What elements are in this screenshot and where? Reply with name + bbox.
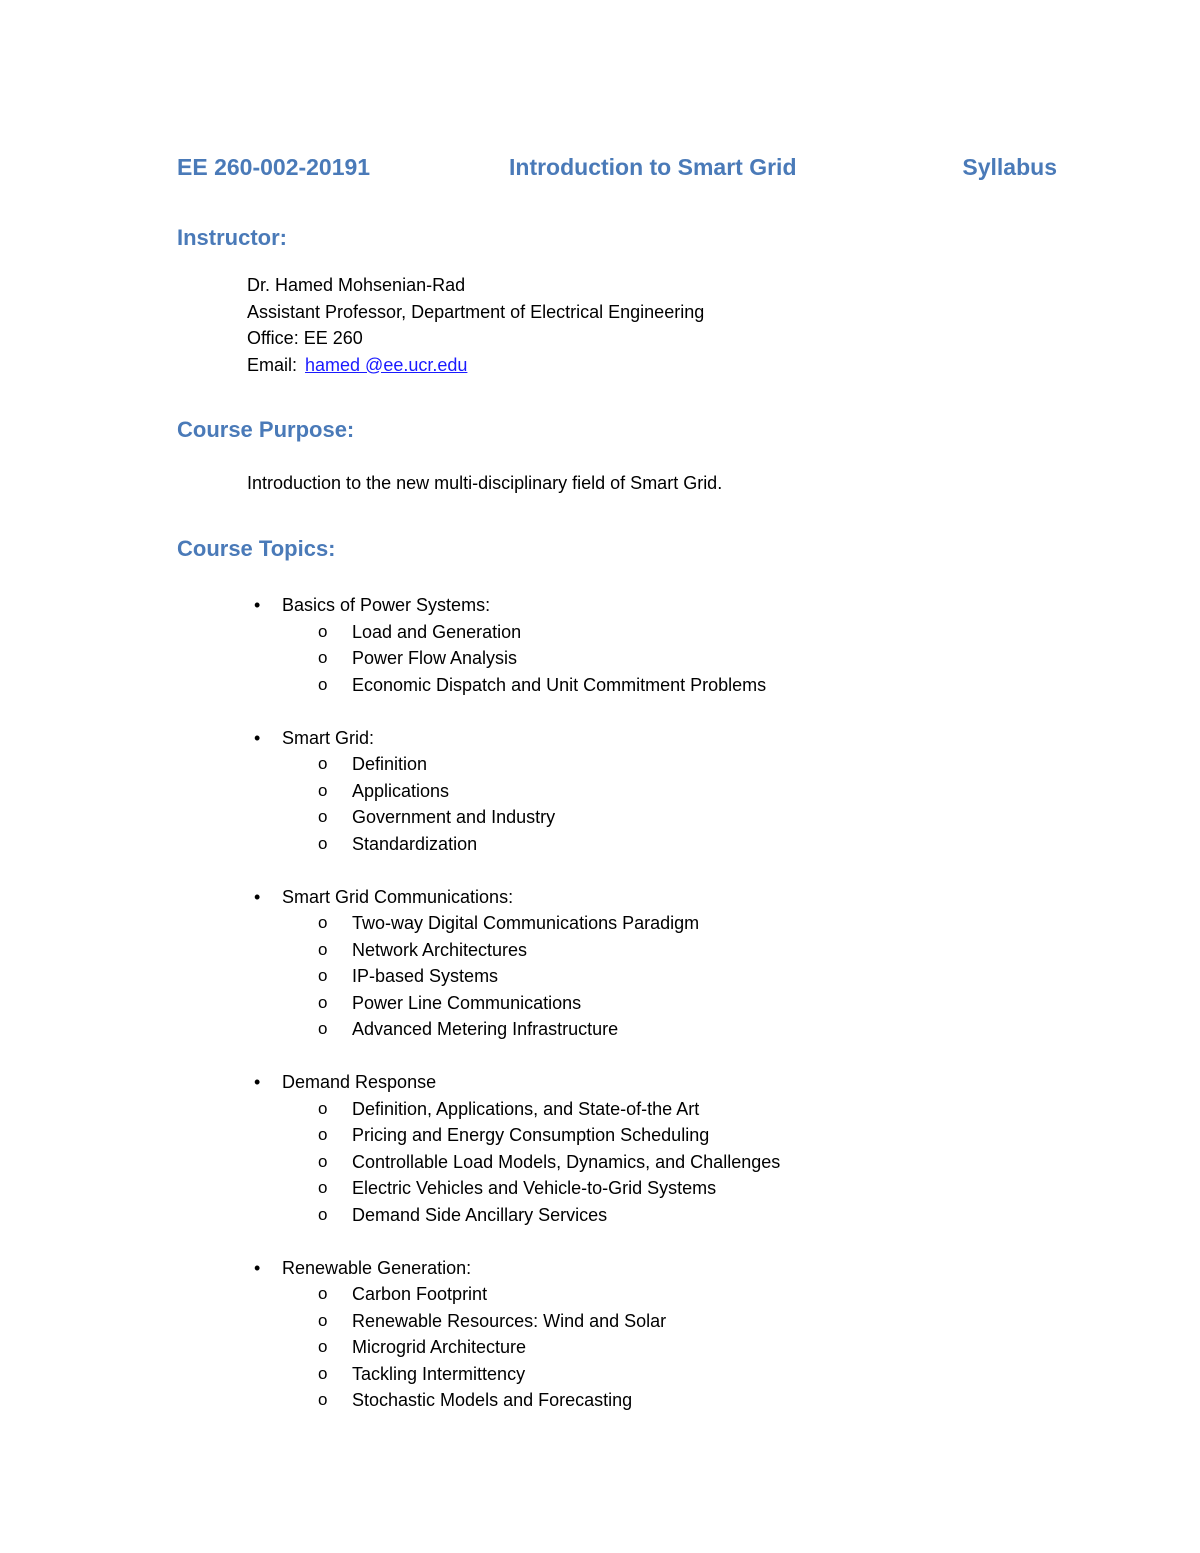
email-link[interactable]: hamed @ee.ucr.edu: [305, 354, 468, 375]
subtopic-item: [247, 1387, 947, 1414]
topic-title: Smart Grid:: [282, 727, 375, 748]
topic-title: Demand Response: [282, 1072, 437, 1092]
instructor-email-line: [247, 352, 704, 379]
topic-title: Smart Grid Communications:: [282, 886, 514, 907]
sub-bullet-icon: o: [318, 1284, 328, 1303]
purpose-heading: Course Purpose:: [177, 417, 355, 442]
subtopic-label: Demand Side Ancillary Services: [352, 1204, 608, 1225]
sub-bullet-icon: o: [318, 1310, 328, 1330]
topic-title: Basics of Power Systems:: [282, 595, 491, 615]
subtopic-item: [247, 831, 947, 858]
subtopic-label: Power Line Communications: [352, 992, 582, 1013]
sub-bullet-icon: o: [318, 939, 328, 959]
subtopic-label: Power Flow Analysis: [352, 648, 518, 668]
subtopic-label: Network Architectures: [352, 939, 528, 960]
subtopic-item: [247, 1175, 947, 1202]
sub-bullet-icon: o: [318, 913, 328, 932]
subtopic-item: [247, 910, 947, 937]
instructor-position: Assistant Professor, Department of Electrical Engineering: [247, 301, 705, 322]
subtopic-item: [247, 963, 947, 990]
bullet-icon: •: [254, 1072, 261, 1092]
purpose-text: Introduction to the new multi-disciplinary field of Smart Grid.: [247, 473, 723, 493]
subtopic-label: Stochastic Models and Forecasting: [352, 1390, 633, 1410]
sub-bullet-icon: o: [318, 1019, 328, 1038]
bullet-icon: •: [254, 1257, 261, 1278]
sub-bullet-icon: o: [318, 1125, 328, 1144]
subtopic-label: Controllable Load Models, Dynamics, and Challenges: [352, 1151, 781, 1172]
course-code: EE 260-002-20191: [177, 154, 371, 180]
sub-bullet-icon: o: [318, 754, 328, 773]
subtopic-item: [247, 778, 947, 805]
subtopic-label: Economic Dispatch and Unit Commitment Problems: [352, 674, 767, 695]
topic-group: [247, 1069, 947, 1228]
subtopic-label: Advanced Metering Infrastructure: [352, 1019, 619, 1039]
topics-heading: Course Topics:: [177, 536, 336, 561]
topics-list: [247, 592, 947, 1440]
topic-group: [247, 592, 947, 698]
subtopic-item: [247, 619, 947, 646]
title-row: [177, 154, 1057, 188]
topic-group: [247, 884, 947, 1043]
sub-bullet-icon: o: [318, 648, 328, 667]
subtopic-item: [247, 1334, 947, 1361]
subtopic-label: Two-way Digital Communications Paradigm: [352, 913, 700, 933]
bullet-icon: •: [254, 595, 261, 615]
topic-group: [247, 725, 947, 858]
topic-title: Renewable Generation:: [282, 1257, 472, 1278]
subtopic-label: Load and Generation: [352, 621, 522, 642]
subtopic-item: [247, 1281, 947, 1308]
subtopic-item: [247, 937, 947, 964]
course-name: Introduction to Smart Grid: [509, 154, 797, 180]
topic-item: [247, 1069, 947, 1096]
subtopic-label: Tackling Intermittency: [352, 1363, 526, 1384]
sub-bullet-icon: o: [318, 1151, 328, 1171]
sub-bullet-icon: o: [318, 780, 328, 800]
subtopic-label: Electric Vehicles and Vehicle-to-Grid Systems: [352, 1178, 717, 1198]
subtopic-label: Definition: [352, 754, 428, 774]
sub-bullet-icon: o: [318, 1390, 328, 1409]
subtopic-item: [247, 804, 947, 831]
bullet-icon: •: [254, 886, 261, 907]
sub-bullet-icon: o: [318, 1363, 328, 1383]
instructor-office: Office: EE 260: [247, 328, 363, 348]
subtopic-item: [247, 1096, 947, 1123]
subtopic-label: IP-based Systems: [352, 966, 499, 986]
sub-bullet-icon: o: [318, 966, 328, 985]
sub-bullet-icon: o: [318, 807, 328, 826]
subtopic-item: [247, 672, 947, 699]
sub-bullet-icon: o: [318, 1098, 328, 1118]
subtopic-label: Microgrid Architecture: [352, 1337, 527, 1357]
subtopic-label: Renewable Resources: Wind and Solar: [352, 1310, 667, 1331]
subtopic-item: [247, 1361, 947, 1388]
subtopic-item: [247, 645, 947, 672]
topic-item: [247, 884, 947, 911]
instructor-heading: Instructor:: [177, 225, 287, 250]
subtopic-label: Pricing and Energy Consumption Scheduling: [352, 1125, 710, 1145]
subtopic-item: [247, 1202, 947, 1229]
subtopic-label: Government and Industry: [352, 807, 556, 827]
sub-bullet-icon: o: [318, 621, 328, 641]
subtopic-item: [247, 1308, 947, 1335]
subtopic-label: Applications: [352, 780, 450, 801]
subtopic-item: [247, 751, 947, 778]
sub-bullet-icon: o: [318, 1337, 328, 1356]
document-type: Syllabus: [962, 154, 1057, 180]
sub-bullet-icon: o: [318, 1178, 328, 1197]
subtopic-item: [247, 1016, 947, 1043]
email-label: Email:: [247, 354, 298, 375]
sub-bullet-icon: o: [318, 992, 328, 1012]
topic-item: [247, 1255, 947, 1282]
topic-group: [247, 1255, 947, 1414]
subtopic-label: Carbon Footprint: [352, 1284, 488, 1304]
sub-bullet-icon: o: [318, 833, 328, 853]
instructor-name: Dr. Hamed Mohsenian-Rad: [247, 275, 466, 295]
sub-bullet-icon: o: [318, 1204, 328, 1224]
topic-item: [247, 725, 947, 752]
topic-item: [247, 592, 947, 619]
subtopic-label: Definition, Applications, and State-of-the Art: [352, 1098, 700, 1119]
subtopic-item: [247, 990, 947, 1017]
sub-bullet-icon: o: [318, 674, 328, 694]
instructor-details: [247, 272, 704, 378]
subtopic-label: Standardization: [352, 833, 478, 854]
subtopic-item: [247, 1149, 947, 1176]
subtopic-item: [247, 1122, 947, 1149]
bullet-icon: •: [254, 727, 261, 748]
